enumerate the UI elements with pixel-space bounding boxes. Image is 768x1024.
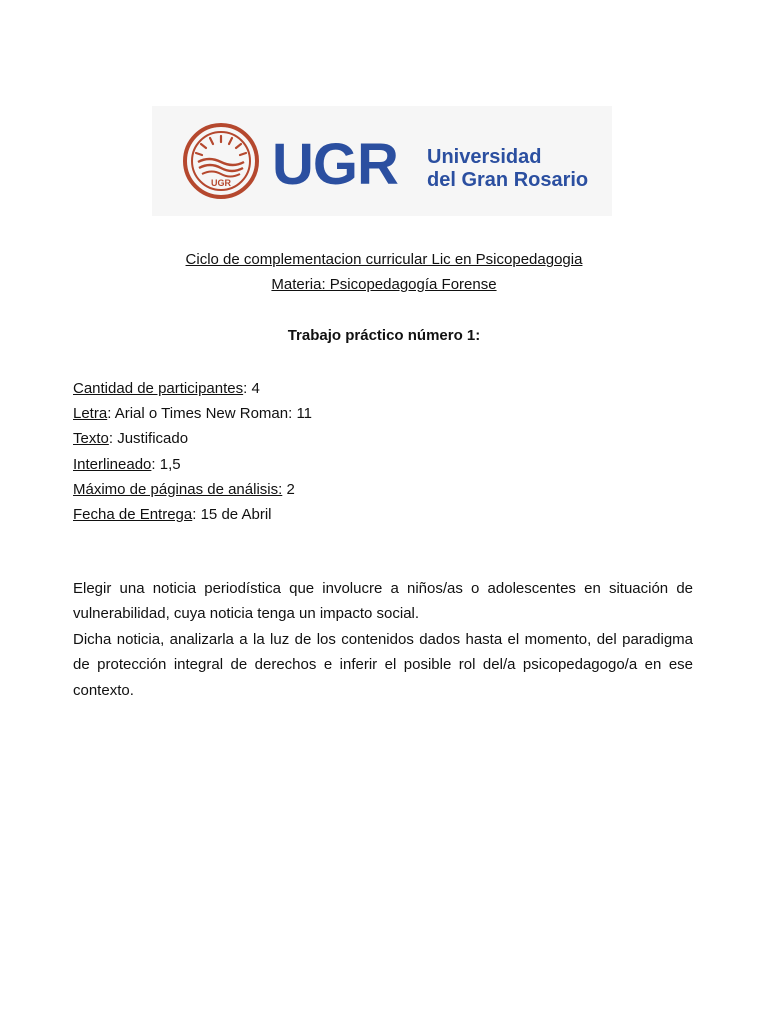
svg-text:UGR: UGR — [211, 178, 231, 188]
requirement-value: Arial o Times New Roman: 11 — [114, 405, 313, 423]
seal-icon — [185, 125, 257, 197]
requirement-participants — [73, 376, 312, 401]
ugr-logo-graphic — [152, 106, 612, 216]
logo-acronym: UGR — [272, 132, 398, 197]
requirement-text-alignment — [73, 426, 312, 451]
requirement-label: Fecha de Entrega — [73, 506, 193, 524]
requirement-separator: : — [151, 455, 160, 473]
logo-name-line1: Universidad — [427, 146, 542, 168]
requirement-label: Cantidad de participantes — [73, 380, 244, 397]
assignment-instructions — [73, 576, 693, 703]
requirement-separator: : — [108, 430, 118, 448]
university-logo — [152, 106, 612, 216]
requirement-font — [73, 401, 312, 426]
requirements-list — [73, 376, 312, 527]
subject-title: Materia: Psicopedagogía Forense — [271, 276, 497, 293]
requirement-label: Máximo de páginas de análisis: — [73, 480, 283, 498]
requirement-line-spacing — [73, 452, 312, 477]
instruction-paragraph: Dicha noticia, analizarla a la luz de los contenidos dados hasta el momento, del paradigma de protección integral de derechos e inferir el posible rol del/a psicopedagogo/a en ese contexto. — [73, 630, 693, 699]
requirement-value: 4 — [251, 380, 260, 397]
requirement-value: 15 de Abril — [200, 506, 272, 524]
assignment-title: Trabajo práctico número 1: — [287, 327, 481, 344]
requirement-label: Letra — [73, 405, 108, 423]
instruction-paragraph: Elegir una noticia periodística que involucre a niños/as o adolescentes en situación de vulnerabilidad, cuya noticia tenga un impacto social. — [73, 580, 693, 623]
requirement-label: Interlineado — [73, 455, 152, 473]
course-title: Ciclo de complementacion curricular Lic en Psicopedagogia — [185, 251, 583, 268]
requirement-max-pages — [73, 477, 312, 502]
requirement-separator: : — [192, 506, 201, 524]
requirement-value: Justificado — [117, 430, 189, 448]
requirement-separator: : — [107, 405, 115, 423]
requirement-value: 2 — [286, 480, 295, 498]
requirement-due-date — [73, 502, 312, 527]
requirement-value: 1,5 — [159, 455, 181, 473]
logo-name-line2: del Gran Rosario — [427, 169, 589, 191]
requirement-label: Texto — [73, 430, 109, 448]
requirement-separator: : — [243, 380, 252, 397]
